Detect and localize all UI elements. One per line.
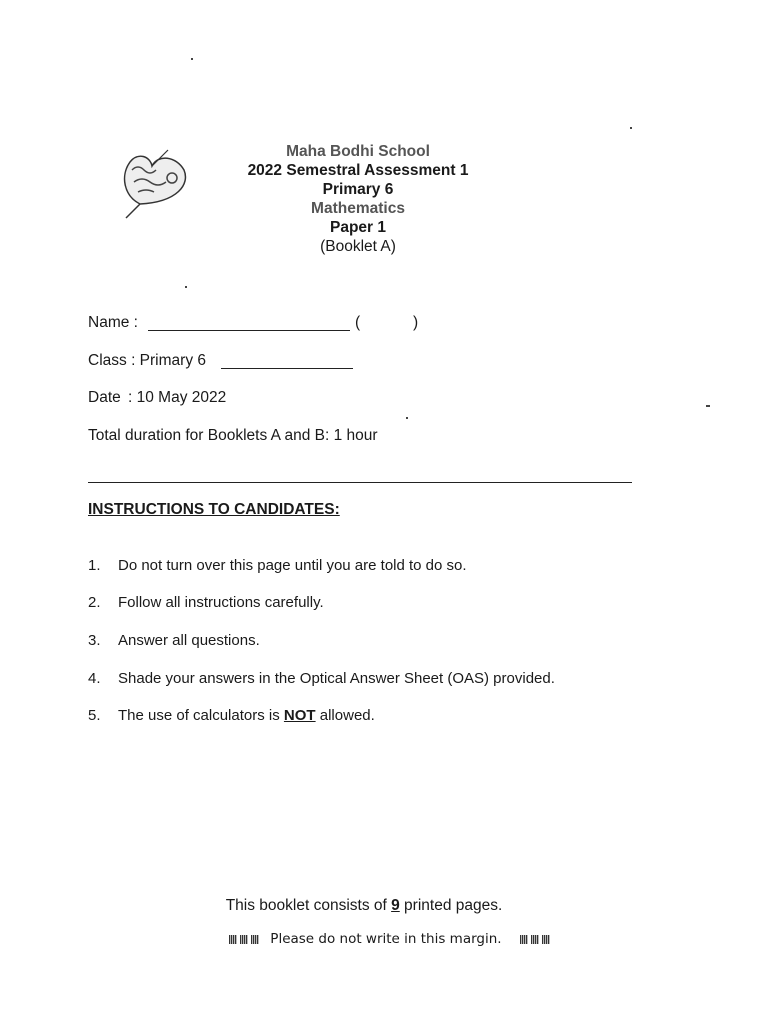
margin-note	[229, 931, 553, 947]
date-value: : 10 May 2022	[128, 389, 227, 406]
page-count-note	[0, 897, 728, 915]
barcode-mark-icon	[240, 935, 248, 944]
instructions-heading: INSTRUCTIONS TO CANDIDATES:	[88, 501, 340, 518]
subject: Mathematics	[311, 200, 405, 217]
barcode-mark-icon	[531, 935, 539, 944]
emphasis-not: NOT	[283, 707, 316, 724]
duration: Total duration for Booklets A and B: 1 hour	[88, 427, 378, 444]
booklet: (Booklet A)	[320, 238, 396, 255]
name-blank[interactable]	[148, 330, 350, 331]
instruction-item: Answer all questions.	[118, 632, 260, 649]
index-paren-open: (	[355, 314, 361, 331]
exam-header	[208, 142, 508, 256]
class-label: Class : Primary 6	[88, 352, 206, 369]
scan-speck	[191, 58, 193, 60]
item-number: 1.	[88, 557, 101, 574]
level: Primary 6	[322, 181, 394, 198]
school-name: Maha Bodhi School	[286, 143, 430, 160]
scan-speck	[706, 405, 710, 407]
item-number: 2.	[88, 594, 101, 611]
instruction-item: Shade your answers in the Optical Answer Sheet (OAS) provided.	[118, 670, 555, 687]
page-count-pre: This booklet consists of	[225, 897, 392, 914]
scan-speck	[630, 127, 632, 129]
index-paren-close: )	[413, 314, 419, 331]
date-label: Date	[88, 389, 121, 406]
divider	[88, 482, 632, 483]
page-count: 9	[391, 897, 400, 914]
instruction-item: Do not turn over this page until you are told to do so.	[118, 557, 467, 574]
instruction-item	[118, 707, 375, 724]
name-label: Name :	[88, 314, 138, 331]
item-number: 5.	[88, 707, 101, 724]
assessment-title: 2022 Semestral Assessment 1	[247, 162, 469, 179]
scan-speck	[406, 417, 408, 419]
instruction-item: Follow all instructions carefully.	[118, 594, 324, 611]
barcode-mark-icon	[251, 935, 259, 944]
class-blank[interactable]	[221, 368, 353, 369]
barcode-mark-icon	[229, 935, 237, 944]
school-logo-leaf-icon	[118, 146, 190, 222]
barcode-mark-icon	[542, 935, 550, 944]
item-number: 3.	[88, 632, 101, 649]
scan-speck	[185, 286, 187, 288]
margin-note-text: Please do not write in this margin.	[270, 931, 502, 947]
instruction-text: allowed.	[315, 707, 375, 724]
page-count-post: printed pages.	[399, 897, 503, 914]
instruction-text: The use of calculators is	[118, 707, 284, 724]
paper: Paper 1	[329, 219, 386, 236]
item-number: 4.	[88, 670, 101, 687]
barcode-mark-icon	[520, 935, 528, 944]
